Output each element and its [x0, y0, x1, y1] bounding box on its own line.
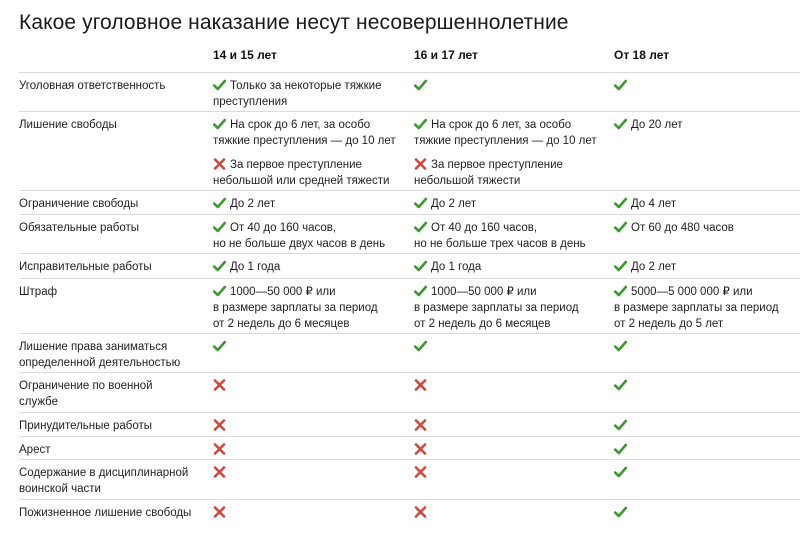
row-divider [19, 214, 800, 215]
cross-icon [213, 466, 230, 478]
cell-text: От 40 до 160 часов, [230, 222, 337, 234]
cell-line [213, 442, 403, 458]
cross-icon [213, 443, 230, 455]
check-icon [213, 118, 230, 130]
cell-entry [614, 378, 794, 394]
row-label [19, 117, 204, 133]
cell-14-15 [213, 442, 403, 458]
cell-text: От 40 до 160 часов, [431, 222, 538, 234]
cross-icon [213, 506, 230, 518]
cell-entry [614, 284, 794, 332]
cell-entry [213, 284, 403, 332]
cell-line [414, 133, 609, 149]
cell-entry [614, 259, 794, 275]
check-icon [614, 285, 631, 297]
cell-entry [213, 196, 403, 212]
row-label [19, 465, 204, 497]
row-label-line: Исправительные работы [19, 261, 152, 273]
cell-line [213, 133, 403, 149]
cell-16-17 [414, 284, 609, 332]
row-divider [19, 190, 800, 191]
cross-icon [414, 466, 431, 478]
cell-line [414, 339, 609, 355]
cell-text: небольшой или средней тяжести [213, 175, 390, 187]
column-header-18-plus: От 18 лет [614, 48, 670, 62]
cell-entry [614, 78, 794, 94]
cell-entry [414, 465, 609, 481]
cell-line [414, 418, 609, 434]
cell-entry [414, 505, 609, 521]
cell-text: За первое преступление [431, 159, 563, 171]
cell-line [614, 78, 794, 94]
check-icon [213, 340, 230, 352]
cell-14-15 [213, 78, 403, 110]
cell-entry [414, 378, 609, 394]
row-label [19, 196, 204, 212]
cell-text: 1000—50 000 ₽ или [230, 286, 336, 298]
row-label-line: Штраф [19, 286, 58, 298]
row-divider [19, 111, 800, 112]
row-label-line: Обязательные работы [19, 222, 140, 234]
row-label-line: определенной деятельностью [19, 357, 181, 369]
row-label-line: Ограничение свободы [19, 198, 139, 210]
check-icon [614, 466, 631, 478]
cell-text: но не больше трех часов в день [414, 238, 586, 250]
cell-18-plus [614, 284, 794, 332]
cell-entry [614, 196, 794, 212]
cell-14-15 [213, 259, 403, 275]
cell-line [213, 465, 403, 481]
row-label [19, 418, 204, 434]
check-icon [414, 118, 431, 130]
cell-18-plus [614, 117, 794, 133]
cell-text: До 2 лет [431, 198, 477, 210]
cell-line [213, 316, 403, 332]
row-label [19, 220, 204, 236]
cell-line [213, 300, 403, 316]
cell-text: До 2 лет [230, 198, 276, 210]
row-label-line: Пожизненное лишение свободы [19, 507, 192, 519]
cell-entry [614, 465, 794, 481]
cell-entry [414, 418, 609, 434]
cell-text: До 1 года [431, 261, 482, 273]
cell-entry [414, 284, 609, 332]
cell-text: За первое преступление [230, 159, 362, 171]
row-divider [19, 499, 800, 500]
cross-icon [213, 379, 230, 391]
column-header-16-17: 16 и 17 лет [414, 48, 478, 62]
cell-line [614, 196, 794, 212]
cell-line [213, 418, 403, 434]
row-label-line: Арест [19, 444, 51, 456]
check-icon [614, 506, 631, 518]
cell-entry [414, 442, 609, 458]
cell-line [213, 157, 403, 173]
cell-line [213, 196, 403, 212]
cell-line [213, 505, 403, 521]
cell-text: До 4 лет [631, 198, 677, 210]
check-icon [614, 340, 631, 352]
cell-14-15 [213, 378, 403, 394]
cell-entry [414, 196, 609, 212]
cell-line [213, 78, 403, 94]
cell-text: от 2 недель до 6 месяцев [414, 318, 551, 330]
cell-entry [414, 78, 609, 94]
cross-icon [414, 419, 431, 431]
row-label [19, 284, 204, 300]
cell-18-plus [614, 465, 794, 481]
cell-18-plus [614, 378, 794, 394]
cell-line [614, 300, 794, 316]
cell-entry [414, 259, 609, 275]
cell-text: в размере зарплаты за период [213, 302, 378, 314]
cell-line [614, 220, 794, 236]
row-label [19, 442, 204, 458]
row-label [19, 339, 204, 371]
page-title: Какое уголовное наказание несут несовершеннолетние [19, 11, 569, 34]
cell-entry [414, 157, 609, 189]
cell-16-17 [414, 117, 609, 189]
cell-18-plus [614, 259, 794, 275]
cell-14-15 [213, 418, 403, 434]
cell-line [414, 505, 609, 521]
cell-16-17 [414, 220, 609, 252]
cell-text: от 2 недель до 6 месяцев [213, 318, 350, 330]
cell-entry [213, 418, 403, 434]
cell-text: До 2 лет [631, 261, 677, 273]
cell-entry [213, 78, 403, 110]
cell-text: 5000—5 000 000 ₽ или [631, 286, 753, 298]
cell-text: но не больше двух часов в день [213, 238, 386, 250]
cell-18-plus [614, 505, 794, 521]
check-icon [614, 197, 631, 209]
cell-entry [213, 442, 403, 458]
cell-line [414, 220, 609, 236]
cell-line [213, 173, 403, 189]
cell-16-17 [414, 465, 609, 481]
cell-text: Только за некоторые тяжкие [230, 80, 382, 92]
cell-entry [213, 157, 403, 189]
row-label-line: Содержание в дисциплинарной [19, 467, 189, 479]
cell-line [614, 339, 794, 355]
cell-line [414, 117, 609, 133]
cell-18-plus [614, 418, 794, 434]
check-icon [614, 443, 631, 455]
cell-line [213, 117, 403, 133]
row-divider [19, 412, 800, 413]
check-icon [213, 260, 230, 272]
cell-text: от 2 недель до 5 лет [614, 318, 724, 330]
cell-line [414, 442, 609, 458]
row-label-line: Уголовная ответственность [19, 80, 166, 92]
cell-16-17 [414, 339, 609, 355]
row-divider [19, 253, 800, 254]
column-header-14-15: 14 и 15 лет [213, 48, 277, 62]
check-icon [614, 221, 631, 233]
cell-14-15 [213, 505, 403, 521]
cell-entry [213, 220, 403, 252]
cell-16-17 [414, 505, 609, 521]
row-label-line: воинской части [19, 483, 101, 495]
row-divider [19, 459, 800, 460]
row-divider [19, 436, 800, 437]
cell-14-15 [213, 339, 403, 355]
cell-14-15 [213, 220, 403, 252]
cell-line [614, 465, 794, 481]
cell-text: тяжкие преступления — до 10 лет [414, 135, 597, 147]
row-label [19, 505, 204, 521]
cell-entry [614, 117, 794, 133]
check-icon [213, 197, 230, 209]
check-icon [614, 118, 631, 130]
row-label [19, 78, 204, 94]
cell-text: 1000—50 000 ₽ или [431, 286, 537, 298]
cell-text: преступления [213, 96, 288, 108]
row-divider [19, 372, 800, 373]
check-icon [213, 285, 230, 297]
cell-line [414, 316, 609, 332]
cell-text: На срок до 6 лет, за особо [431, 119, 572, 131]
cell-line [414, 259, 609, 275]
cell-line [213, 259, 403, 275]
check-icon [213, 79, 230, 91]
cross-icon [213, 419, 230, 431]
check-icon [414, 221, 431, 233]
cell-entry [213, 465, 403, 481]
cell-16-17 [414, 78, 609, 94]
check-icon [614, 419, 631, 431]
cross-icon [414, 506, 431, 518]
cell-text: До 1 года [230, 261, 281, 273]
cell-text: небольшой тяжести [414, 175, 521, 187]
row-divider [19, 278, 800, 279]
cell-14-15 [213, 284, 403, 332]
cell-line [213, 94, 403, 110]
cell-line [414, 378, 609, 394]
cell-line [414, 465, 609, 481]
cell-line [614, 442, 794, 458]
cell-line [213, 220, 403, 236]
cell-14-15 [213, 196, 403, 212]
cell-entry [213, 117, 403, 149]
cell-entry [414, 117, 609, 149]
cell-line [414, 284, 609, 300]
cell-text: До 20 лет [631, 119, 683, 131]
check-icon [414, 340, 431, 352]
cross-icon [414, 379, 431, 391]
cell-line [614, 418, 794, 434]
row-label-line: Лишение права заниматься [19, 341, 168, 353]
row-divider [19, 72, 800, 73]
cell-line [414, 173, 609, 189]
cell-line [614, 505, 794, 521]
row-label [19, 378, 204, 410]
cell-18-plus [614, 78, 794, 94]
cell-line [614, 259, 794, 275]
cell-line [213, 339, 403, 355]
row-label [19, 259, 204, 275]
cell-18-plus [614, 196, 794, 212]
cell-text: На срок до 6 лет, за особо [230, 119, 371, 131]
cell-18-plus [614, 442, 794, 458]
cell-16-17 [414, 442, 609, 458]
cell-line [414, 157, 609, 173]
cross-icon [414, 443, 431, 455]
check-icon [614, 379, 631, 391]
cell-18-plus [614, 220, 794, 236]
row-label-line: Лишение свободы [19, 119, 117, 131]
cell-text: в размере зарплаты за период [414, 302, 579, 314]
cell-entry [614, 220, 794, 236]
row-label-line: Принудительные работы [19, 420, 153, 432]
cell-line [213, 378, 403, 394]
cell-line [614, 284, 794, 300]
row-divider [19, 333, 800, 334]
cell-14-15 [213, 465, 403, 481]
cell-line [414, 78, 609, 94]
cell-16-17 [414, 196, 609, 212]
cell-line [213, 236, 403, 252]
check-icon [414, 260, 431, 272]
cell-16-17 [414, 378, 609, 394]
cell-line [414, 300, 609, 316]
entry-spacer [213, 149, 403, 157]
cell-entry [614, 339, 794, 355]
cell-entry [414, 220, 609, 252]
cell-16-17 [414, 418, 609, 434]
cross-icon [213, 158, 230, 170]
cell-entry [213, 259, 403, 275]
cell-entry [614, 418, 794, 434]
cell-entry [614, 442, 794, 458]
row-label-line: службе [19, 396, 59, 408]
cell-line [414, 236, 609, 252]
row-label-line: Ограничение по военной [19, 380, 153, 392]
entry-spacer [414, 149, 609, 157]
cell-entry [614, 505, 794, 521]
check-icon [414, 285, 431, 297]
cell-line [614, 378, 794, 394]
cell-text: тяжкие преступления — до 10 лет [213, 135, 396, 147]
cross-icon [414, 158, 431, 170]
check-icon [614, 79, 631, 91]
cell-text: От 60 до 480 часов [631, 222, 734, 234]
cell-entry [213, 505, 403, 521]
cell-line [614, 117, 794, 133]
cell-line [614, 316, 794, 332]
cell-text: в размере зарплаты за период [614, 302, 779, 314]
cell-entry [213, 378, 403, 394]
check-icon [614, 260, 631, 272]
check-icon [414, 79, 431, 91]
cell-entry [213, 339, 403, 355]
check-icon [213, 221, 230, 233]
check-icon [414, 197, 431, 209]
cell-line [213, 284, 403, 300]
cell-14-15 [213, 117, 403, 189]
cell-line [414, 196, 609, 212]
cell-entry [414, 339, 609, 355]
cell-16-17 [414, 259, 609, 275]
cell-18-plus [614, 339, 794, 355]
